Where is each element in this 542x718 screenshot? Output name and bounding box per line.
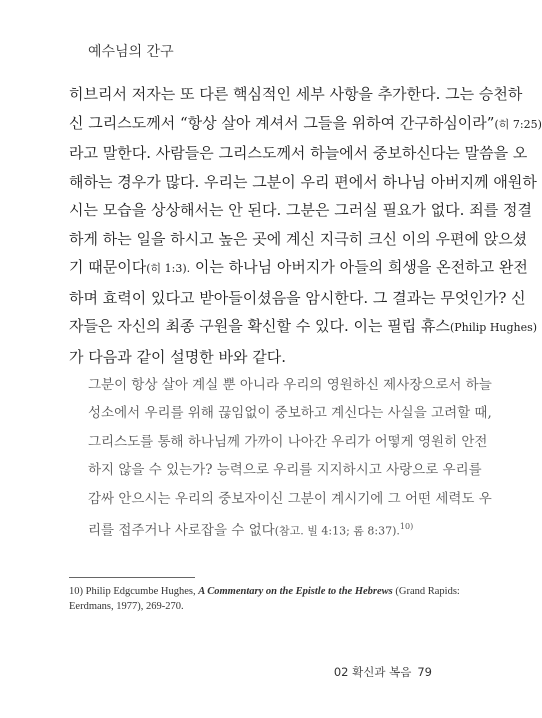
paragraph-line: 가 다음과 같이 설명한 바와 같다. <box>69 347 286 366</box>
footnote-title: A Commentary on the Epistle to the Hebrews <box>198 586 393 597</box>
page-number: 79 <box>417 665 432 679</box>
main-paragraph <box>69 80 542 371</box>
paragraph-line: 신 그리스도께서 “항상 살아 계셔서 그들을 위하여 간구하심이라”(히 7:25) <box>69 113 542 132</box>
quote-line: 감싸 안으시는 우리의 중보자이신 그분이 계시기에 그 어떤 세력도 우 <box>88 490 492 507</box>
scripture-ref: (히 1:3). <box>146 262 191 275</box>
paragraph-line: 자들은 자신의 최종 구원을 확신할 수 있다. 이는 필립 휴스(Philip Hughes) <box>69 317 538 335</box>
footnote-marker: 10) <box>399 522 414 532</box>
quote-line: 그리스도를 통해 하나님께 가까이 나아간 우리가 어떻게 영원히 안전 <box>88 433 488 450</box>
page-footer <box>334 664 432 680</box>
paragraph-line: 기 때문이다(히 1:3). 이는 하나님 아버지가 아들의 희생을 온전하고 완전 <box>69 258 528 276</box>
paragraph-line: 하게 하는 일을 하시고 높은 곳에 계신 지극히 크신 이의 우편에 앉으셨 <box>69 229 528 248</box>
footnote <box>69 584 460 614</box>
author-name: (Philip Hughes) <box>449 321 538 334</box>
footnote-line: Eerdmans, 1977), 269-270. <box>69 601 184 612</box>
quote-line: 성소에서 우리를 위해 끊임없이 중보하고 계신다는 사실을 고려할 때, <box>88 405 492 422</box>
quote-line: 하지 않을 수 있는가? 능력으로 우리를 지지하시고 사랑으로 우리를 <box>88 462 482 479</box>
footnote-divider <box>69 577 195 578</box>
scripture-ref: (히 7:25) <box>494 117 542 131</box>
scripture-ref: (참고. 빌 4:13; 롬 8:37). <box>274 524 400 538</box>
quote-line: 그분이 항상 살아 계실 뿐 아니라 우리의 영원하신 제사장으로서 하늘 <box>88 377 492 393</box>
block-quote <box>88 371 492 546</box>
footnote-author: Philip Edgcumbe Hughes, <box>85 586 196 597</box>
footnote-line: 10) Philip Edgcumbe Hughes, A Commentary on the Epistle to the Hebrews (Grand Rapids: <box>69 586 460 597</box>
paragraph-line: 하며 효력이 있다고 받아들이셨음을 암시한다. 그 결과는 무엇인가? 신 <box>69 288 526 307</box>
section-label: 02 확신과 복음 <box>333 665 412 679</box>
paragraph-line: 라고 말한다. 사람들은 그리스도께서 하늘에서 중보하신다는 말씀을 오 <box>69 144 528 162</box>
footnote-number: 10) <box>69 586 83 597</box>
section-heading: 예수님의 간구 <box>88 44 174 60</box>
paragraph-line: 히브리서 저자는 또 다른 핵심적인 세부 사항을 추가한다. 그는 승천하 <box>69 85 523 103</box>
paragraph-line: 시는 모습을 상상해서는 안 된다. 그분은 그러실 필요가 없다. 죄를 정결 <box>69 201 532 219</box>
quote-line: 리를 접주거나 사로잡을 수 없다(참고. 빌 4:13; 롬 8:37).$^{10)}$ <box>88 522 414 539</box>
paragraph-line: 해하는 경우가 많다. 우리는 그분이 우리 편에서 하나님 아버지께 애원하 <box>69 172 537 191</box>
